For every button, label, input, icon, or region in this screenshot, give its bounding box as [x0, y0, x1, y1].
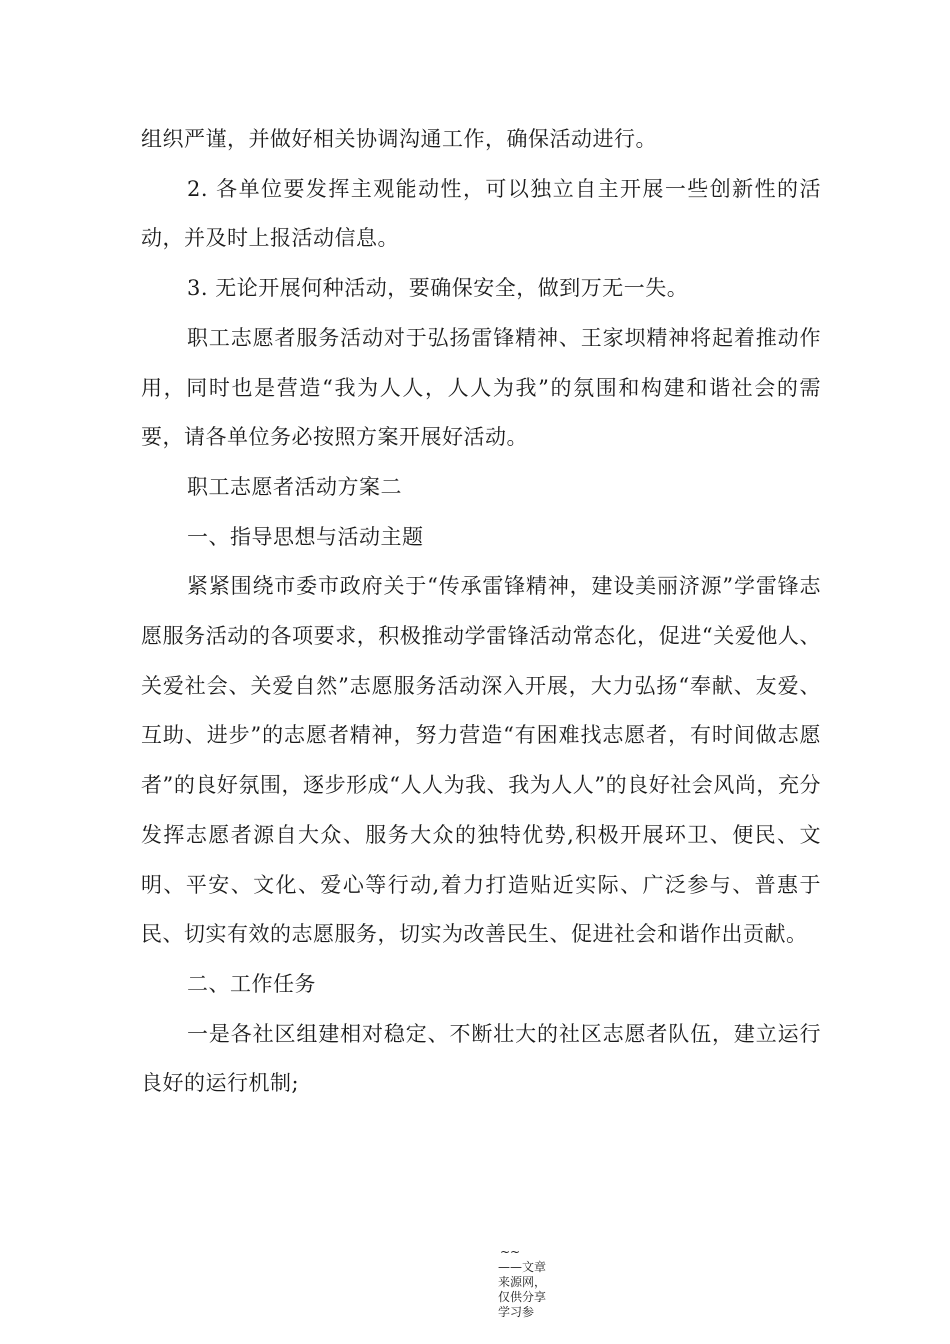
document-body	[141, 115, 821, 1109]
section-title-plan-two: 职工志愿者活动方案二	[187, 474, 402, 499]
heading-guiding-thought: 一、指导思想与活动主题	[187, 524, 424, 549]
paragraph-task-one: 一是各社区组建相对稳定、不断壮大的社区志愿者队伍，建立运行良好的运行机制;	[141, 1021, 821, 1096]
footer-mark: ~~	[500, 1245, 521, 1259]
paragraph-item-2: 2. 各单位要发挥主观能动性，可以独立自主开展一些创新性的活动，并及时上报活动信息。	[141, 176, 821, 251]
heading-work-tasks: 二、工作任务	[187, 971, 316, 996]
paragraph-continuation: 组织严谨，并做好相关协调沟通工作，确保活动进行。	[141, 127, 657, 151]
footer-source-note: ——文章来源网，仅供分享学习参	[498, 1260, 547, 1319]
paragraph-item-3: 3. 无论开展何种活动，要确保安全，做到万无一失。	[187, 276, 689, 301]
paragraph-closing: 职工志愿者服务活动对于弘扬雷锋精神、王家坝精神将起着推动作用，同时也是营造“我为人人，人人为我”的氛围和构建和谐社会的需要，请各单位务必按照方案开展好活动。	[141, 325, 821, 450]
paragraph-guiding-thought: 紧紧围绕市委市政府关于“传承雷锋精神，建设美丽济源”学雷锋志愿服务活动的各项要求，积极推动学雷锋活动常态化，促进“关爱他人、关爱社会、关爱自然”志愿服务活动深入开展，大力弘扬“奉献、友爱、互助、进步”的志愿者精神，努力营造“有困难找志愿者，有时间做志愿者”的良好氛围，逐步形成“人人为我、我为人人”的良好社会风尚，充分发挥志愿者源自大众、服务大众的独特优势,积极开展环卫、便民、文明、平安、文化、爱心等行动,着力打造贴近实际、广泛参与、普惠于民、切实有效的志愿服务，切实为改善民生、促进社会和谐作出贡献。	[141, 574, 821, 947]
page-footer	[498, 1244, 546, 1320]
